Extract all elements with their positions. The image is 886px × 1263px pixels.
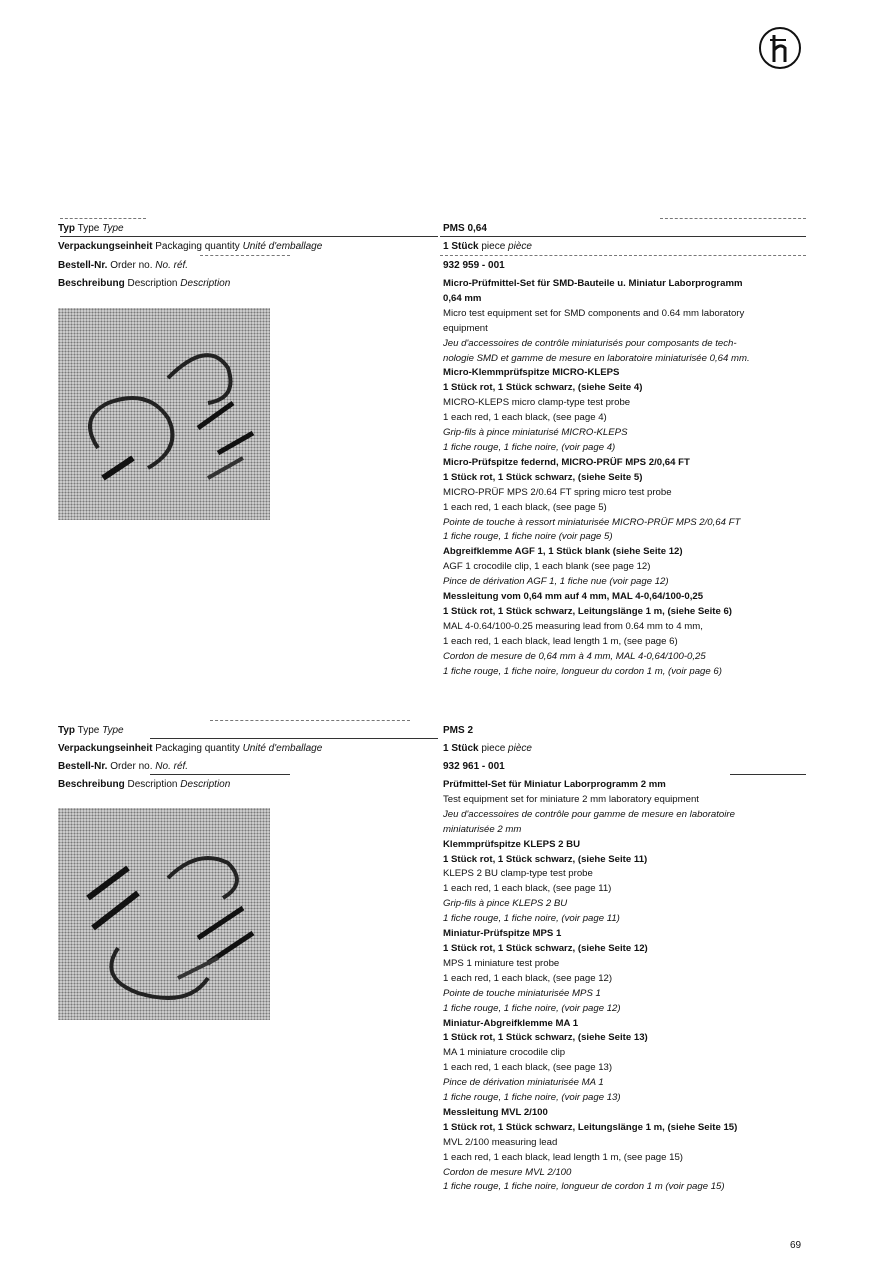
- description-line: 1 each red, 1 each black, lead length 1 m, (see page 6): [443, 635, 678, 647]
- description-row: [58, 778, 230, 791]
- test-leads-image: [58, 808, 270, 1020]
- divider: [210, 720, 410, 721]
- type-label: Typ: [58, 725, 76, 736]
- packaging-row: [58, 240, 322, 253]
- description-line: 0,64 mm: [443, 292, 482, 304]
- divider: [440, 236, 806, 237]
- description-line: 1 Stück rot, 1 Stück schwarz, (siehe Seite 11): [443, 853, 648, 865]
- description-line: Micro-Klemmprüfspitze MICRO-KLEPS: [443, 367, 620, 379]
- order-row: [58, 760, 188, 773]
- description-line: 1 each red, 1 each black, (see page 4): [443, 412, 607, 424]
- description-line: 1 each red, 1 each black, (see page 11): [443, 883, 612, 895]
- packaging-value: [443, 742, 532, 757]
- description-line: Jeu d'accessoires de contrôle pour gamme de mesure en laboratoire: [443, 808, 735, 820]
- description-line: Pointe de touche miniaturisée MPS 1: [443, 987, 601, 999]
- product-type: PMS 2: [443, 725, 474, 736]
- description-line: 1 fiche rouge, 1 fiche noire, (voir page 11): [443, 913, 620, 925]
- order-label-fr: No. réf.: [155, 761, 189, 772]
- description-lines: [443, 277, 813, 679]
- product-photo: [58, 308, 270, 520]
- description-line: 1 each red, 1 each black, lead length 1 m, (see page 15): [443, 1151, 683, 1163]
- description-line: nologie SMD et gamme de mesure en laboratoire miniaturisée 0,64 mm.: [443, 352, 750, 364]
- product-type: PMS 0,64: [443, 223, 487, 234]
- order-label-en: Order no.: [110, 761, 153, 772]
- packaging-value-fr: pièce: [508, 241, 532, 252]
- order-row: [58, 259, 188, 272]
- description-line: Pince de dérivation AGF 1, 1 fiche nue (voir page 12): [443, 576, 669, 588]
- description-line: Messleitung MVL 2/100: [443, 1106, 548, 1118]
- description-line: Micro-Prüfmittel-Set für SMD-Bauteile u. Miniatur Laborprogramm: [443, 278, 743, 289]
- packaging-value-en: piece: [481, 743, 506, 754]
- description-line: KLEPS 2 BU clamp-type test probe: [443, 868, 593, 880]
- description-line: 1 each red, 1 each black, (see page 5): [443, 501, 607, 513]
- type-label-en: Type: [77, 725, 100, 736]
- description-line: Abgreifklemme AGF 1, 1 Stück blank (siehe Seite 12): [443, 546, 683, 558]
- packaging-value-fr: pièce: [508, 743, 532, 754]
- packaging-value-de: 1 Stück: [443, 241, 479, 252]
- description-line: 1 fiche rouge, 1 fiche noire, (voir page 4): [443, 441, 616, 453]
- type-label-fr: Type: [102, 223, 124, 234]
- divider: [730, 774, 806, 775]
- description-line: MA 1 miniature crocodile clip: [443, 1047, 566, 1059]
- order-label-en: Order no.: [110, 260, 153, 271]
- description-line: Grip-fils à pince KLEPS 2 BU: [443, 898, 568, 910]
- divider: [150, 738, 438, 739]
- description-line: Pince de dérivation miniaturisée MA 1: [443, 1077, 604, 1089]
- type-row: [58, 724, 124, 737]
- description-label-en: Description: [127, 278, 178, 289]
- description-line: Test equipment set for miniature 2 mm laboratory equipment: [443, 793, 699, 805]
- page-number: 69: [790, 1240, 802, 1251]
- divider: [60, 236, 438, 237]
- description-line: 1 Stück rot, 1 Stück schwarz, Leitungslänge 1 m, (siehe Seite 6): [443, 605, 732, 617]
- description-line: 1 fiche rouge, 1 fiche noire, (voir page 13): [443, 1092, 621, 1104]
- order-label: Bestell-Nr.: [58, 761, 108, 772]
- divider: [60, 218, 146, 219]
- order-number: 932 961 - 001: [443, 761, 505, 772]
- order-number: 932 959 - 001: [443, 260, 505, 271]
- type-row: [58, 222, 124, 235]
- description-lines: [443, 778, 813, 1195]
- packaging-label: Verpackungseinheit: [58, 241, 153, 252]
- packaging-label-en: Packaging quantity: [155, 241, 240, 252]
- divider: [660, 218, 806, 219]
- type-label-en: Type: [77, 223, 100, 234]
- description-line: Micro test equipment set for SMD components and 0.64 mm laboratory: [443, 307, 745, 319]
- description-line: 1 fiche rouge, 1 fiche noire, longueur de cordon 1 m (voir page 15): [443, 1181, 725, 1193]
- description-line: MICRO-KLEPS micro clamp-type test probe: [443, 397, 631, 409]
- description-label-en: Description: [127, 779, 178, 790]
- description-line: MVL 2/100 measuring lead: [443, 1136, 558, 1148]
- description-row: [58, 277, 230, 290]
- type-label: Typ: [58, 223, 76, 234]
- test-leads-image: [58, 308, 270, 520]
- description-label-fr: Description: [180, 779, 231, 790]
- description-line: Miniatur-Prüfspitze MPS 1: [443, 928, 562, 940]
- packaging-label-fr: Unité d'emballage: [242, 241, 323, 252]
- description-line: 1 Stück rot, 1 Stück schwarz, Leitungslänge 1 m, (siehe Seite 15): [443, 1121, 738, 1133]
- description-line: Pointe de touche à ressort miniaturisée MICRO-PRÜF MPS 2/0,64 FT: [443, 516, 741, 528]
- description-line: equipment: [443, 322, 488, 334]
- order-label: Bestell-Nr.: [58, 260, 108, 271]
- description-label-fr: Description: [180, 278, 231, 289]
- packaging-row: [58, 742, 322, 755]
- packaging-label-en: Packaging quantity: [155, 743, 240, 754]
- description-line: 1 fiche rouge, 1 fiche noire, (voir page 12): [443, 1002, 621, 1014]
- product-photo: [58, 808, 270, 1020]
- description-label: Beschreibung: [58, 278, 125, 289]
- description-line: Jeu d'accessoires de contrôle miniaturisés pour composants de tech-: [443, 337, 737, 349]
- description-line: AGF 1 crocodile clip, 1 each blank (see page 12): [443, 561, 651, 573]
- description-line: 1 fiche rouge, 1 fiche noire (voir page 5): [443, 531, 613, 543]
- description-label: Beschreibung: [58, 779, 125, 790]
- description-line: 1 Stück rot, 1 Stück schwarz, (siehe Seite 4): [443, 382, 643, 394]
- description-line: Klemmprüfspitze KLEPS 2 BU: [443, 838, 581, 850]
- packaging-value-de: 1 Stück: [443, 743, 479, 754]
- description-line: 1 Stück rot, 1 Stück schwarz, (siehe Seite 5): [443, 471, 643, 483]
- description-line: 1 each red, 1 each black, (see page 12): [443, 972, 613, 984]
- description-line: Micro-Prüfspitze federnd, MICRO-PRÜF MPS 2/0,64 FT: [443, 456, 690, 468]
- order-label-fr: No. réf.: [155, 260, 189, 271]
- description-line: Prüfmittel-Set für Miniatur Laborprogramm 2 mm: [443, 779, 666, 790]
- packaging-value-en: piece: [481, 241, 506, 252]
- description-line: MAL 4-0.64/100-0.25 measuring lead from 0.64 mm to 4 mm,: [443, 620, 703, 632]
- description-line: MICRO-PRÜF MPS 2/0.64 FT spring micro test probe: [443, 486, 672, 498]
- description-line: 1 each red, 1 each black, (see page 13): [443, 1062, 613, 1074]
- description-line: Grip-fils à pince miniaturisé MICRO-KLEPS: [443, 427, 628, 439]
- description-line: MPS 1 miniature test probe: [443, 957, 560, 969]
- packaging-label: Verpackungseinheit: [58, 743, 153, 754]
- description-line: Cordon de mesure MVL 2/100: [443, 1166, 572, 1178]
- divider: [200, 255, 290, 256]
- description-line: miniaturisée 2 mm: [443, 823, 522, 835]
- packaging-label-fr: Unité d'emballage: [242, 743, 323, 754]
- description-line: Cordon de mesure de 0,64 mm à 4 mm, MAL 4-0,64/100-0,25: [443, 650, 706, 662]
- description-line: Messleitung vom 0,64 mm auf 4 mm, MAL 4-0,64/100-0,25: [443, 591, 704, 603]
- description-line: 1 Stück rot, 1 Stück schwarz, (siehe Seite 12): [443, 942, 648, 954]
- description-line: 1 Stück rot, 1 Stück schwarz, (siehe Seite 13): [443, 1032, 648, 1044]
- description-line: Miniatur-Abgreifklemme MA 1: [443, 1017, 579, 1029]
- description-line: 1 fiche rouge, 1 fiche noire, longueur du cordon 1 m, (voir page 6): [443, 665, 722, 677]
- divider: [440, 255, 806, 256]
- type-label-fr: Type: [102, 725, 124, 736]
- packaging-value: [443, 240, 532, 255]
- divider: [150, 774, 290, 775]
- h-circle-logo: [758, 26, 802, 70]
